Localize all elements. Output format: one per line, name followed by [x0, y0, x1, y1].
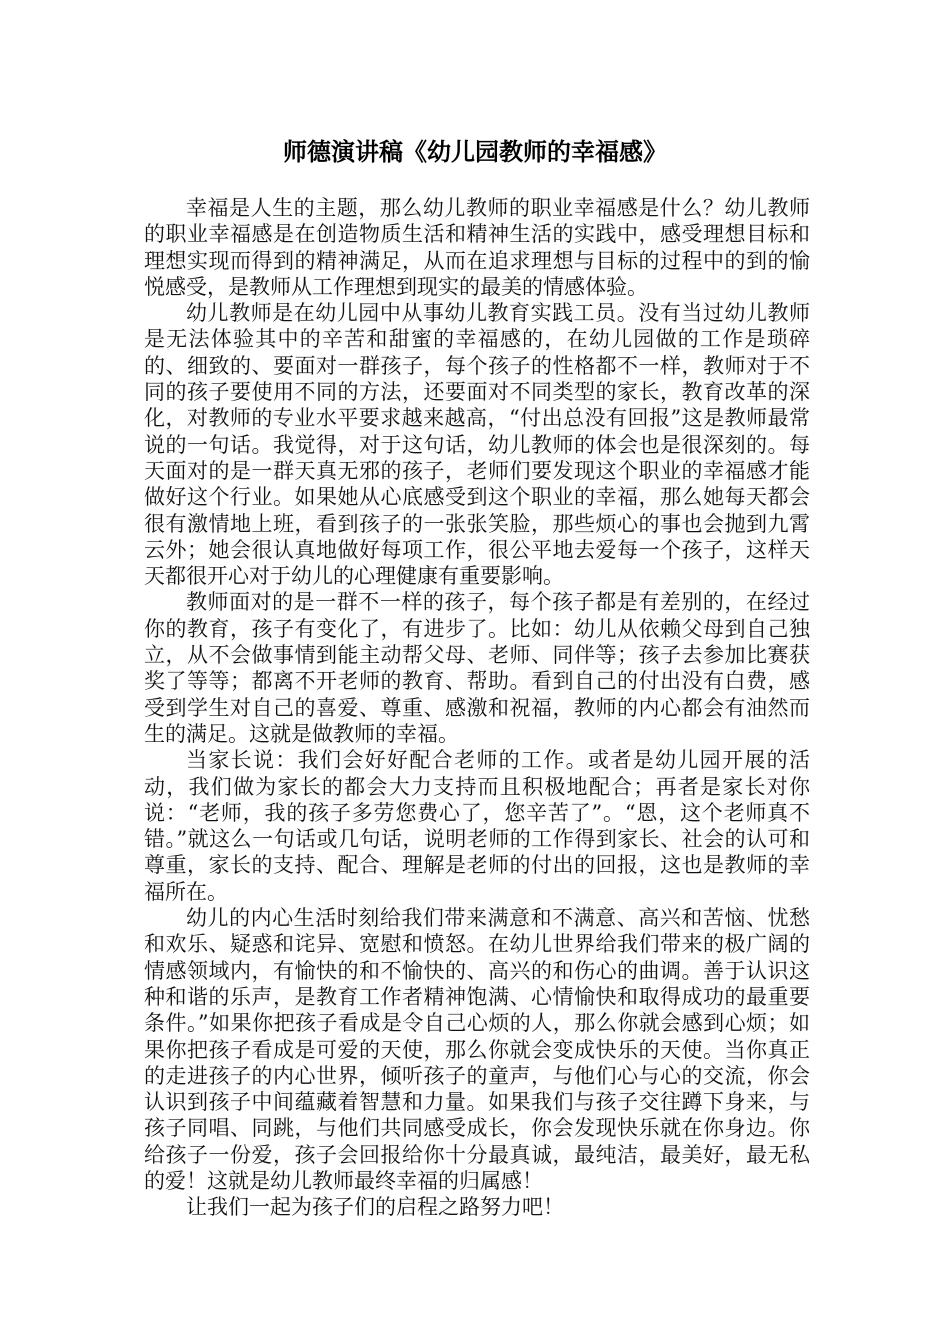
document-title: 师德演讲稿《幼儿园教师的幸福感》: [283, 138, 667, 166]
paragraph: 幼儿的内心生活时刻给我们带来满意和不满意、高兴和苦恼、忧愁和欢乐、疑惑和诧异、宽慰和愤怒。在幼儿世界给我们带来的极广阔的情感领域内，有愉快的和不愉快的、高兴的和伤心的曲调。善于认识这种和谐的乐声，是教育工作者精神饱满、心情愉快和取得成功的最重要条件。”如果你把孩子看成是令自己心烦的人，那么你就会感到心烦；如果你把孩子看成是可爱的天使，那么你就会变成快乐的天使。当你真正的走进孩子的内心世界，倾听孩子的童声，与他们心与心的交流，你会认识到孩子中间蕴藏着智慧和力量。如果我们与孩子交往蹲下身来，与孩子同唱、同跳，与他们共同感受成长，你会发现快乐就在你身边。你给孩子一份爱，孩子会回报给你十分最真诚，最纯洁，最美好，最无私的爱！这就是幼儿教师最终幸福的归属感！: [144, 906, 810, 1193]
paragraph: 让我们一起为孩子们的启程之路努力吧！: [186, 1195, 564, 1220]
paragraph: 当家长说：我们会好好配合老师的工作。或者是幼儿园开展的活动，我们做为家长的都会大力支持而且积极地配合；再者是家长对你说：“老师，我的孩子多劳您费心了，您辛苦了”。“恩，这个老师真不错。”就这么一句话或几句话，说明老师的工作得到家长、社会的认可和尊重，家长的支持、配合、理解是老师的付出的回报，这也是教师的幸福所在。: [144, 748, 810, 904]
paragraph: 教师面对的是一群不一样的孩子，每个孩子都是有差别的，在经过你的教育，孩子有变化了，有进步了。比如：幼儿从依赖父母到自己独立，从不会做事情到能主动帮父母、老师、同伴等；孩子去参加比赛获奖了等等；都离不开老师的教育、帮助。看到自己的付出没有白费，感受到学生对自己的喜爱、尊重、感激和祝福，教师的内心都会有油然而生的满足。这就是做教师的幸福。: [144, 590, 810, 746]
paragraph: 幸福是人生的主题，那么幼儿教师的职业幸福感是什么？幼儿教师的职业幸福感是在创造物质生活和精神生活的实践中，感受理想目标和理想实现而得到的精神满足，从而在追求理想与目标的过程中的到的愉悦感受，是教师从工作理想到现实的最美的情感体验。: [144, 196, 810, 299]
document-body: [144, 195, 810, 1221]
paragraph: 幼儿教师是在幼儿园中从事幼儿教育实践工员。没有当过幼儿教师是无法体验其中的辛苦和甜蜜的幸福感的，在幼儿园做的工作是琐碎的、细致的、要面对一群孩子，每个孩子的性格都不一样，教师对于不同的孩子要使用不同的方法，还要面对不同类型的家长，教育改革的深化，对教师的专业水平要求越来越高，“付出总没有回报”这是教师最常说的一句话。我觉得，对于这句话，幼儿教师的体会也是很深刻的。每天面对的是一群天真无邪的孩子，老师们要发现这个职业的幸福感才能做好这个行业。如果她从心底感受到这个职业的幸福，那么她每天都会很有激情地上班，看到孩子的一张张笑脸，那些烦心的事也会抛到九霄云外；她会很认真地做好每项工作，很公平地去爱每一个孩子，这样天天都很开心对于幼儿的心理健康有重要影响。: [144, 301, 810, 589]
